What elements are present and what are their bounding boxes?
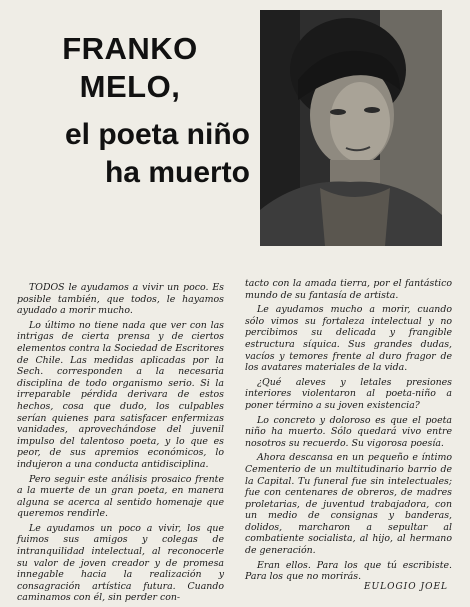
paragraph: Pero seguir este análisis prosaico frente a la muerte de un gran poeta, en manera alguna se acerca al sentido homenaje que queremos rendirle. [17, 473, 224, 520]
paragraph: Le ayudamos un poco a vivir, los que fuimos sus amigos y colegas de intranquilidad intelectual, al reconocerle su valor de joven creador y de promesa innegable hacia la realización y consagración artística futura. Cuando caminamos con él, sin perder con- [17, 522, 224, 604]
paragraph: TODOS le ayudamos a vivir un poco. Es posible también, que todos, le hayamos ayudado a morir mucho. [17, 282, 224, 317]
paragraph: ¿Qué aleves y letales presiones interiores violentaron al poeta-niño a poner término a su joven existencia? [245, 376, 452, 411]
paragraph: Lo concreto y doloroso es que el poeta niño ha muerto. Sólo quedará vivo entre nosotros su recuerdo. Su vigorosa poesía. [245, 414, 452, 449]
author-signature: EULOGIO JOEL [363, 582, 448, 592]
paragraph: Eran ellos. Para los que tú escribiste. Para los que no morirás. [245, 559, 452, 583]
paragraph: Ahora descansa en un pequeño e íntimo Cementerio de un multitudinario barrio de la Capital. Tu funeral fue sin intelectuales; fue con centenares de obreros, de madres proletarias, de juventud trabajadora, con un medio de consignas y banderas, dolidos, marcharon a sepultar al combatiente socialista, al hijo, al hermano de generación. [245, 452, 452, 557]
portrait-photo [260, 10, 442, 246]
paragraph: Lo último no tiene nada que ver con las intrigas de cierta prensa y de ciertos elementos contra la Sociedad de Escritores de Chile. Las medidas aplicadas por la Sech. corresponden a la necesaria disciplina de todo organismo serio. Si la irreparable pérdida derivara de estos hechos, cosa que dudo, los culpables serían quienes para satisfacer enfermizas vanidades, aprovechándose del juvenil impulso del talentoso poeta, y lo que es peor, de sus apremios económicos, lo indujeron a una conducta antidisciplina. [17, 319, 224, 470]
paragraph: Le ayudamos mucho a morir, cuando sólo vimos su fortaleza intelectual y no percibimos su delicada y frangible estructura síquica. Sus grandes dudas, vacíos y temores frente al duro fragor de los avatares materiales de la vida. [245, 304, 452, 374]
left-column [17, 282, 224, 607]
article-body [17, 278, 455, 604]
portrait-illustration [260, 10, 442, 246]
headline-line-2: el poeta niño [64, 118, 250, 151]
paragraph: tacto con la amada tierra, por el fantástico mundo de su fantasía de artista. [245, 278, 452, 301]
headline [10, 30, 250, 192]
headline-line-3: ha muerto [104, 156, 250, 189]
right-column [245, 278, 452, 586]
headline-line-1: FRANKO MELO, [62, 31, 198, 104]
